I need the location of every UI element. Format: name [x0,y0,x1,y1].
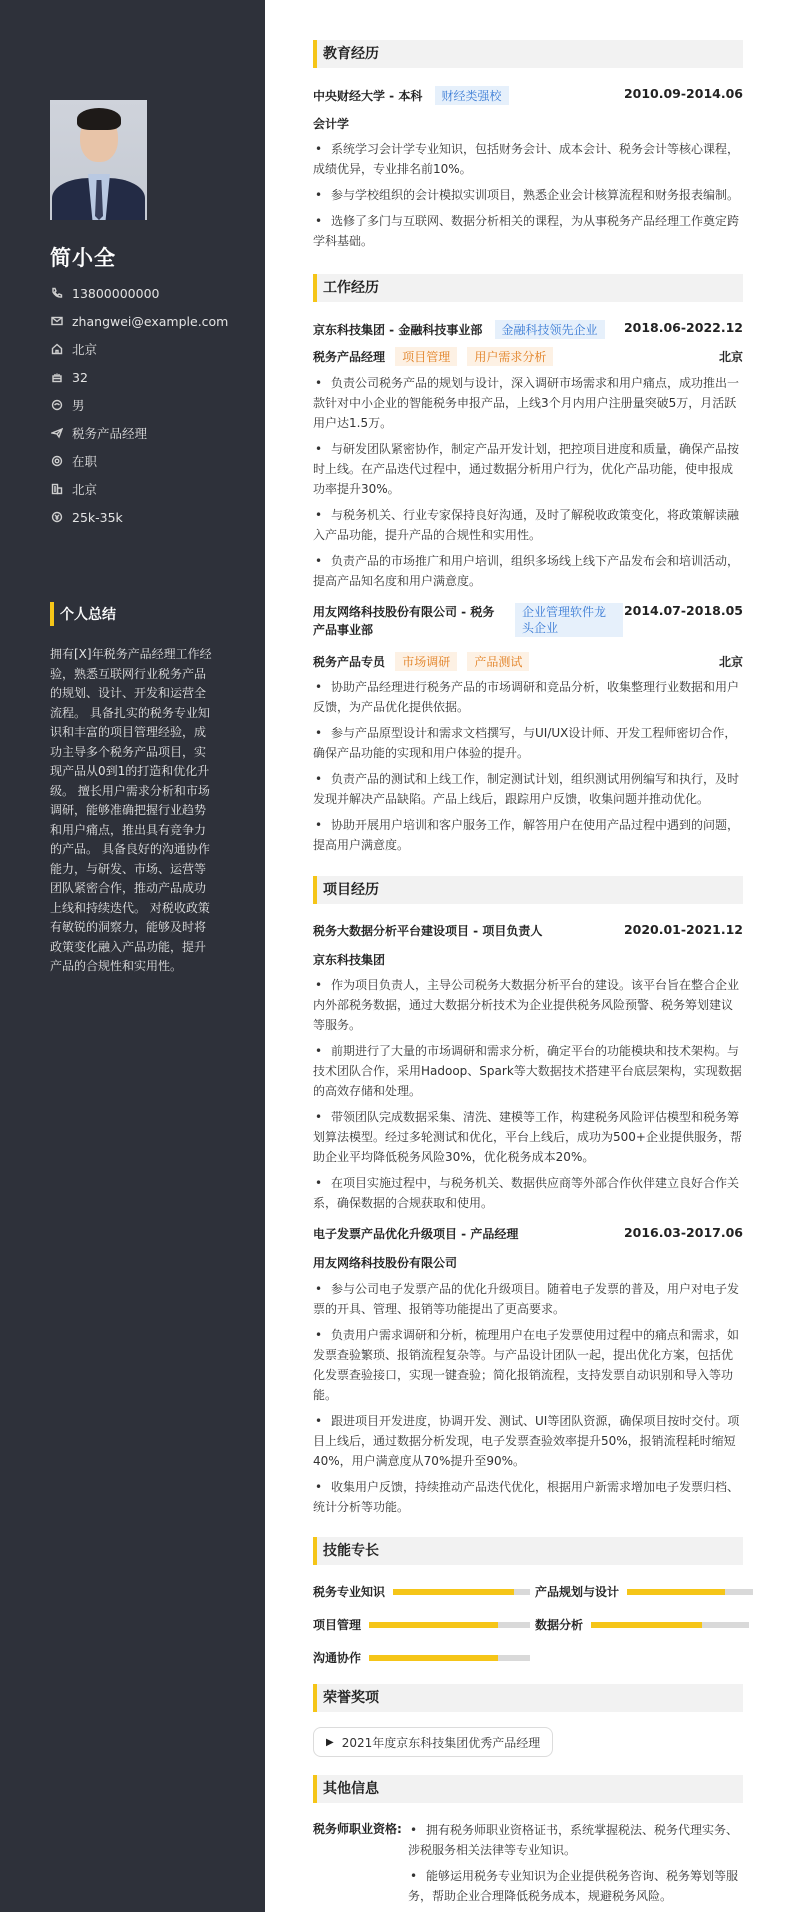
project-date: 2016.03-2017.06 [623,1225,743,1240]
work-role-row [313,347,553,366]
list-item: • 负责产品的测试和上线工作，制定测试计划，组织测试用例编写和执行，及时发现并解决产品缺陷。产品上线后，跟踪用户反馈，收集问题并推动优化。 [313,769,743,809]
list-item: • 负责产品的市场推广和用户培训，组织多场线上线下产品发布会和培训活动，提高产品知名度和用户满意度。 [313,551,743,591]
skill-item: 税务专业知识 [313,1583,530,1600]
work-location: 北京 [718,655,743,669]
list-item: • 跟进项目开发进度，协调开发、测试、UI等团队资源，确保项目按时交付。项目上线后，通过数据分析发现，电子发票查验效率提升50%，报销流程耗时缩短40%，用户满意度从70%提升至90%。 [313,1411,743,1471]
work-role-row [313,652,529,671]
work-company-row [313,320,605,339]
info-city [50,475,228,503]
work-company: 京东科技集团 - 金融科技事业部 [313,323,483,337]
work-date: 2018.06-2022.12 [623,320,743,335]
accent-bar [50,602,54,626]
project-org: 用友网络科技股份有限公司 [313,1256,458,1270]
info-salary [50,503,228,531]
work-bullets [313,677,743,861]
info-age [50,363,228,391]
section-education: 教育经历 [313,40,743,68]
work-bullets [313,373,743,597]
phone-icon [50,286,64,300]
skill-bar [393,1589,530,1595]
list-item: • 选修了多门与互联网、数据分析相关的课程，为从事税务产品经理工作奠定跨学科基础。 [313,211,743,251]
edu-school-row [313,86,509,105]
skill-tag: 项目管理 [395,347,457,366]
phone-value: 13800000000 [72,285,160,301]
status-icon [50,454,64,468]
work-role: 税务产品专员 [313,655,386,669]
list-item: • 参与公司电子发票产品的优化升级项目。随着电子发票的普及，用户对电子发票的开具、管理、报销等功能提出了更高要求。 [313,1279,743,1319]
edu-school: 中央财经大学 - 本科 [313,89,423,103]
skill-tag: 市场调研 [395,652,457,671]
work-location: 北京 [718,350,743,364]
award-item[interactable]: ▶ 2021年度京东科技集团优秀产品经理 [313,1727,553,1757]
list-item: • 协助产品经理进行税务产品的市场调研和竞品分析，收集整理行业数据和用户反馈，为产品优化提供依据。 [313,677,743,717]
list-item: • 带领团队完成数据采集、清洗、建模等工作，构建税务风险评估模型和税务筹划算法模型。经过多轮测试和优化，平台上线后，成功为500+企业提供服务，帮助企业平均降低税务风险30%，优化税务成本20%。 [313,1107,743,1167]
list-item: • 负责用户需求调研和分析，梳理用户在电子发票使用过程中的痛点和需求，如发票查验繁琐、报销流程复杂等。与产品设计团队一起，提出优化方案，包括优化发票查验接口，实现一键查验；简化报销流程，支持发票自动识别和导入等功能。 [313,1325,743,1405]
edu-bullets [313,139,743,257]
list-item: • 在项目实施过程中，与税务机关、数据供应商等外部合作伙伴建立良好合作关系，确保数据的合规获取和使用。 [313,1173,743,1213]
section-projects: 项目经历 [313,876,743,904]
list-item: • 协助开展用户培训和客户服务工作，解答用户在使用产品过程中遇到的问题，提高用户满意度。 [313,815,743,855]
skill-item: 产品规划与设计 [535,1583,753,1600]
list-item: • 系统学习会计学专业知识，包括财务会计、成本会计、税务会计等核心课程，成绩优异，专业排名前10%。 [313,139,743,179]
info-home [50,335,228,363]
skill-bar [369,1655,530,1661]
work-company: 用友网络科技股份有限公司 - 税务产品事业部 [313,605,495,637]
sidebar [0,0,265,1912]
list-item: • 能够运用税务专业知识为企业提供税务咨询、税务筹划等服务，帮助企业合理降低税务成本，规避税务风险。 [408,1866,743,1906]
age-value: 32 [72,369,88,385]
work-date: 2014.07-2018.05 [623,603,743,618]
salary-value: 25k-35k [72,509,123,525]
job-value: 税务产品经理 [72,426,148,441]
project-title: 税务大数据分析平台建设项目 - 项目负责人 [313,924,543,938]
summary-text: 拥有[X]年税务产品经理工作经验，熟悉互联网行业税务产品的规划、设计、开发和运营全流程。 具备扎实的税务专业知识和丰富的项目管理经验，成功主导多个税务产品项目，实现产品从0到1的打造和优化升级。 擅长用户需求分析和市场调研，能够准确把握行业趋势和用户痛点，推出具有竞争力的产品。 具备良好的沟通协作能力，与研发、市场、运营等团队紧密合作，推动产品成功上线和持续迭代。 对税收政策有敏锐的洞察力，能够及时将政策变化融入产品功能，提升产品的合规性和实用性。 [50,647,212,973]
info-email [50,307,228,335]
other-label: 税务师职业资格: [313,1822,402,1836]
city-value: 北京 [72,482,98,497]
info-gender [50,391,228,419]
summary-heading: 个人总结 [50,602,116,626]
section-awards: 荣誉奖项 [313,1684,743,1712]
email-value: zhangwei@example.com [72,313,229,329]
list-item: • 拥有税务师职业资格证书，系统掌握税法、税务代理实务、涉税服务相关法律等专业知识。 [408,1820,743,1860]
skill-bar [627,1589,753,1595]
section-other: 其他信息 [313,1775,743,1803]
avatar-photo [50,100,147,220]
list-item: • 与税务机关、行业专家保持良好沟通，及时了解税收政策变化，将政策解读融入产品功能，提升产品的合规性和实用性。 [313,505,743,545]
section-work: 工作经历 [313,274,743,302]
job-icon [50,426,64,440]
status-value: 在职 [72,454,98,469]
project-bullets [313,1279,743,1523]
list-item: • 参与学校组织的会计模拟实训项目，熟悉企业会计核算流程和财务报表编制。 [313,185,743,205]
gender-icon [50,398,64,412]
list-item: • 与研发团队紧密协作，制定产品开发计划，把控项目进度和质量，确保产品按时上线。在产品迭代过程中，通过数据分析用户行为，优化产品功能，使申报成功率提升30%。 [313,439,743,499]
candidate-name: 简小全 [50,246,116,270]
skill-item: 数据分析 [535,1616,749,1633]
skill-item: 项目管理 [313,1616,530,1633]
project-org: 京东科技集团 [313,953,386,967]
home-value: 北京 [72,342,98,357]
info-job [50,419,228,447]
age-icon [50,370,64,384]
play-triangle-icon: ▶ [326,1736,334,1748]
edu-major: 会计学 [313,117,350,131]
work-tag: 企业管理软件龙头企业 [515,603,623,637]
list-item: • 负责公司税务产品的规划与设计，深入调研市场需求和用户痛点，成功推出一款针对中小企业的智能税务申报产品，上线3个月内用户注册量突破5万，月活跃用户达1.5万。 [313,373,743,433]
project-date: 2020.01-2021.12 [623,922,743,937]
gender-value: 男 [72,398,85,413]
list-item: • 前期进行了大量的市场调研和需求分析，确定平台的功能模块和技术架构。与技术团队合作，采用Hadoop、Spark等大数据技术搭建平台底层架构，实现数据的高效存储和处理。 [313,1041,743,1101]
skill-tag: 用户需求分析 [467,347,553,366]
work-tag: 金融科技领先企业 [495,320,605,339]
project-bullets [313,975,743,1219]
skill-item: 沟通协作 [313,1649,530,1666]
list-item: • 作为项目负责人，主导公司税务大数据分析平台的建设。该平台旨在整合企业内外部税务数据，通过大数据分析技术为企业提供税务风险预警、税务筹划建议等服务。 [313,975,743,1035]
list-item: • 收集用户反馈，持续推动产品迭代优化，根据用户新需求增加电子发票归档、统计分析等功能。 [313,1477,743,1517]
info-status [50,447,228,475]
list-item: • 参与产品原型设计和需求文档撰写，与UI/UX设计师、开发工程师密切合作，确保产品功能的实现和用户体验的提升。 [313,723,743,763]
skill-tag: 产品测试 [467,652,529,671]
skill-bar [591,1622,749,1628]
skill-bar [369,1622,530,1628]
contact-info-list [50,279,228,531]
section-skills: 技能专长 [313,1537,743,1565]
city-icon [50,482,64,496]
home-icon [50,342,64,356]
mail-icon [50,314,64,328]
info-phone [50,279,228,307]
edu-date: 2010.09-2014.06 [623,86,743,101]
project-title: 电子发票产品优化升级项目 - 产品经理 [313,1227,519,1241]
salary-icon [50,510,64,524]
work-role: 税务产品经理 [313,350,386,364]
other-bullets [408,1820,743,1912]
edu-tag: 财经类强校 [435,86,509,105]
